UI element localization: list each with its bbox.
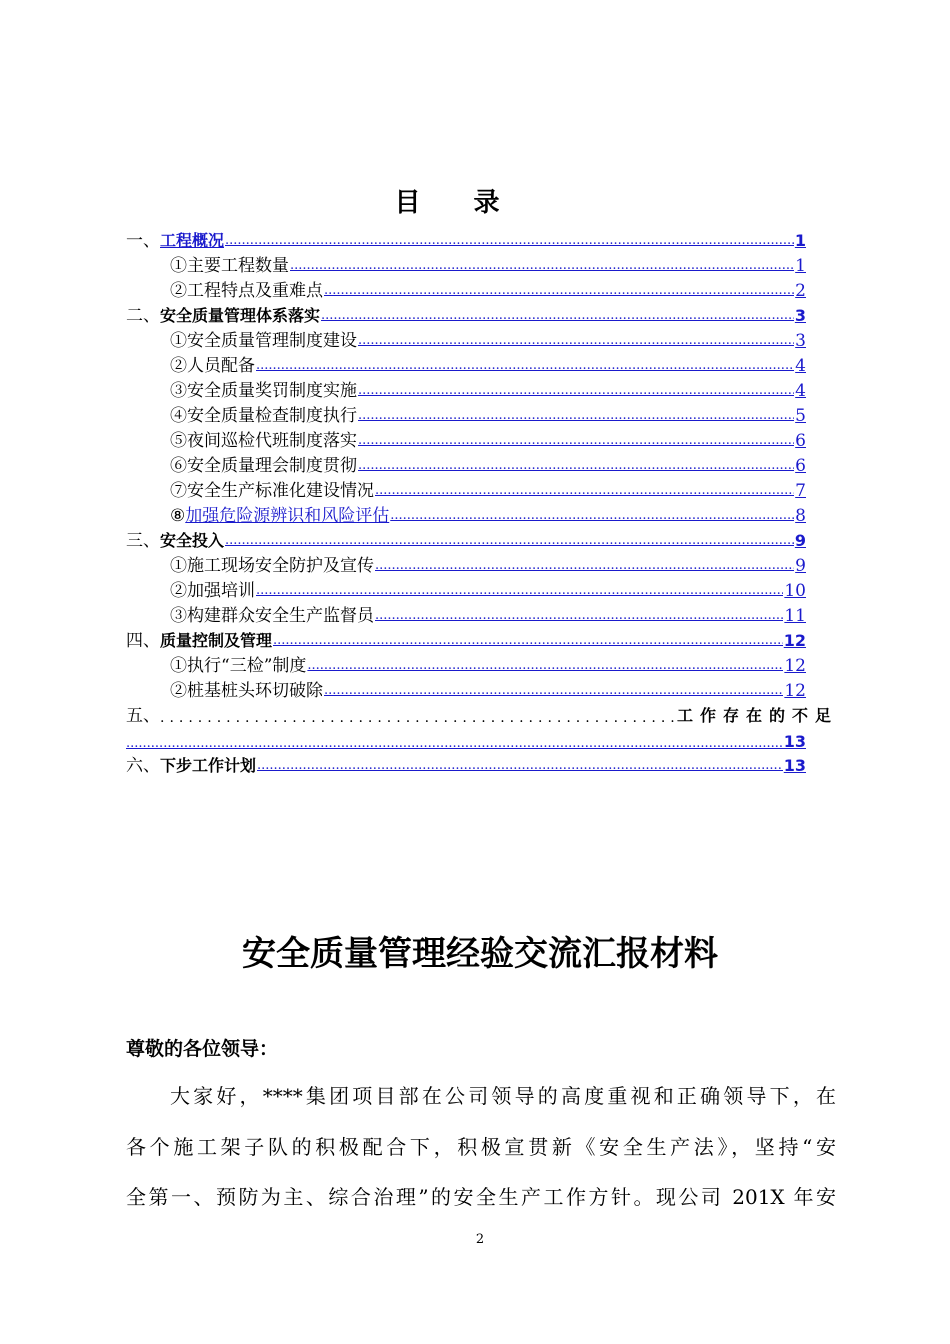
toc-entry-page[interactable]: 9 — [794, 531, 806, 550]
toc-entry[interactable] — [126, 351, 806, 376]
toc-entry-page[interactable]: 12 — [784, 656, 806, 676]
toc-entry[interactable] — [126, 276, 806, 301]
toc-entry-number: 二、 — [126, 306, 160, 326]
toc-entry-page[interactable]: 13 — [783, 732, 806, 751]
toc-leader — [273, 631, 783, 651]
toc-entry-label: 安全质量管理体系落实 — [160, 306, 321, 325]
toc-entry[interactable] — [126, 501, 806, 526]
toc-entry-page[interactable]: 8 — [795, 506, 806, 526]
toc-entry-label[interactable]: 工程概况 — [160, 231, 225, 250]
salutation: 尊敬的各位领导： — [126, 1038, 279, 1060]
toc-entry[interactable] — [126, 401, 806, 426]
toc-leader — [375, 481, 794, 501]
toc-entry-label: ①安全质量管理制度建设 — [170, 331, 357, 351]
toc-entry-page[interactable]: 3 — [795, 331, 806, 351]
toc-leader — [126, 736, 784, 751]
toc-entry-label[interactable]: 加强危险源辨识和风险评估 — [185, 506, 390, 526]
toc-entry-5[interactable] — [126, 701, 838, 726]
toc-entry-label: ⑤夜间巡检代班制度落实 — [170, 431, 357, 451]
toc-entry[interactable] — [126, 626, 806, 651]
toc-entry-number: ⑧ — [170, 506, 186, 526]
toc-leader — [307, 656, 783, 676]
page-number: 2 — [475, 1232, 485, 1247]
toc-entry-label: 安全投入 — [160, 531, 225, 550]
toc-entry-page[interactable]: 6 — [795, 456, 806, 476]
toc-entry-page[interactable]: 7 — [795, 481, 806, 501]
toc-entry-page[interactable]: 4 — [795, 381, 806, 401]
toc-entry-label: ③安全质量奖罚制度实施 — [170, 381, 357, 401]
toc-entry[interactable] — [126, 326, 806, 351]
toc-entry[interactable] — [126, 226, 806, 251]
toc-entry-6[interactable] — [126, 751, 806, 776]
toc-entry-label: ①主要工程数量 — [170, 256, 289, 276]
toc-leader — [358, 456, 794, 476]
toc-title: 目 录 — [394, 188, 522, 218]
toc-leader — [324, 281, 794, 301]
toc-leader — [290, 256, 794, 276]
body-line-2: 各个施工架子队的积极配合下，积极宣贯新《安全生产法》，坚持“安 — [126, 1135, 836, 1159]
toc-entry-label: ①施工现场安全防护及宣传 — [170, 556, 374, 576]
toc-entry-number: 一、 — [126, 231, 160, 251]
toc-entry-page[interactable]: 10 — [784, 581, 806, 601]
toc-entry-number: 三、 — [126, 531, 160, 551]
toc-entry-page[interactable]: 12 — [783, 631, 806, 650]
toc-leader — [375, 556, 794, 576]
toc-entry-number: 六、 — [126, 756, 160, 776]
toc-entry[interactable] — [126, 251, 806, 276]
toc-entry[interactable] — [126, 376, 806, 401]
toc-entry-page[interactable]: 1 — [795, 256, 806, 276]
toc-leader — [390, 506, 794, 526]
toc-entry[interactable] — [126, 551, 806, 576]
toc-leader — [256, 581, 783, 601]
toc-leader — [225, 531, 794, 551]
toc-entry-page[interactable]: 5 — [795, 406, 806, 426]
toc-entry-page[interactable]: 13 — [783, 756, 806, 775]
body-line-1: 大家好，****集团项目部在公司领导的高度重视和正确领导下，在 — [170, 1084, 836, 1108]
toc-entry-label: ①执行“三检”制度 — [170, 656, 307, 676]
body-line-3: 全第一、预防为主、综合治理”的安全生产工作方针。现公司 201X 年安 — [126, 1185, 836, 1209]
toc-leader — [358, 381, 794, 401]
toc-entry-page[interactable]: 9 — [795, 556, 806, 576]
toc-entry[interactable] — [126, 451, 806, 476]
document-title: 安全质量管理经验交流汇报材料 — [242, 934, 718, 974]
toc-entry-label: 下步工作计划 — [160, 756, 257, 775]
toc-entry-page[interactable]: 6 — [795, 431, 806, 451]
toc-entry-number: 五、 — [126, 706, 160, 726]
toc-leader — [160, 710, 677, 726]
toc-leader — [375, 606, 783, 626]
toc-leader — [324, 681, 783, 701]
toc-leader — [358, 431, 794, 451]
toc-leader — [257, 756, 783, 776]
toc-entry-label: 质量控制及管理 — [160, 631, 273, 650]
table-of-contents — [126, 226, 838, 776]
toc-entry-label: ②桩基桩头环切破除 — [170, 681, 323, 701]
toc-entry-number: 四、 — [126, 631, 160, 651]
toc-entry[interactable] — [126, 526, 806, 551]
toc-entry[interactable] — [126, 476, 806, 501]
toc-entry-5-page-line[interactable] — [126, 726, 806, 751]
toc-entry-page[interactable]: 2 — [795, 281, 806, 301]
toc-entry-page[interactable]: 3 — [794, 306, 806, 325]
toc-entry-label: ⑦安全生产标准化建设情况 — [170, 481, 374, 501]
toc-entry-label: ③构建群众安全生产监督员 — [170, 606, 374, 626]
toc-leader — [225, 231, 794, 251]
toc-entry[interactable] — [126, 651, 806, 676]
toc-entry-label: 工作存在的不足 — [676, 706, 838, 725]
toc-entry-page[interactable]: 1 — [794, 231, 806, 250]
toc-entry[interactable] — [126, 301, 806, 326]
toc-leader — [358, 331, 794, 351]
toc-entry-page[interactable]: 12 — [784, 681, 806, 701]
toc-leader — [256, 356, 794, 376]
toc-entry-label: ②人员配备 — [170, 356, 255, 376]
toc-leader — [321, 306, 794, 326]
toc-entry[interactable] — [126, 676, 806, 701]
toc-entry[interactable] — [126, 576, 806, 601]
toc-entry-label: ②工程特点及重难点 — [170, 281, 323, 301]
toc-entry[interactable] — [126, 426, 806, 451]
toc-entry[interactable] — [126, 601, 806, 626]
toc-entry-page[interactable]: 4 — [795, 356, 806, 376]
toc-entry-label: ②加强培训 — [170, 581, 255, 601]
toc-entry-page[interactable]: 11 — [784, 606, 806, 626]
toc-leader — [358, 406, 794, 426]
toc-entry-label: ⑥安全质量理会制度贯彻 — [170, 456, 357, 476]
toc-entry-label: ④安全质量检查制度执行 — [170, 406, 357, 426]
